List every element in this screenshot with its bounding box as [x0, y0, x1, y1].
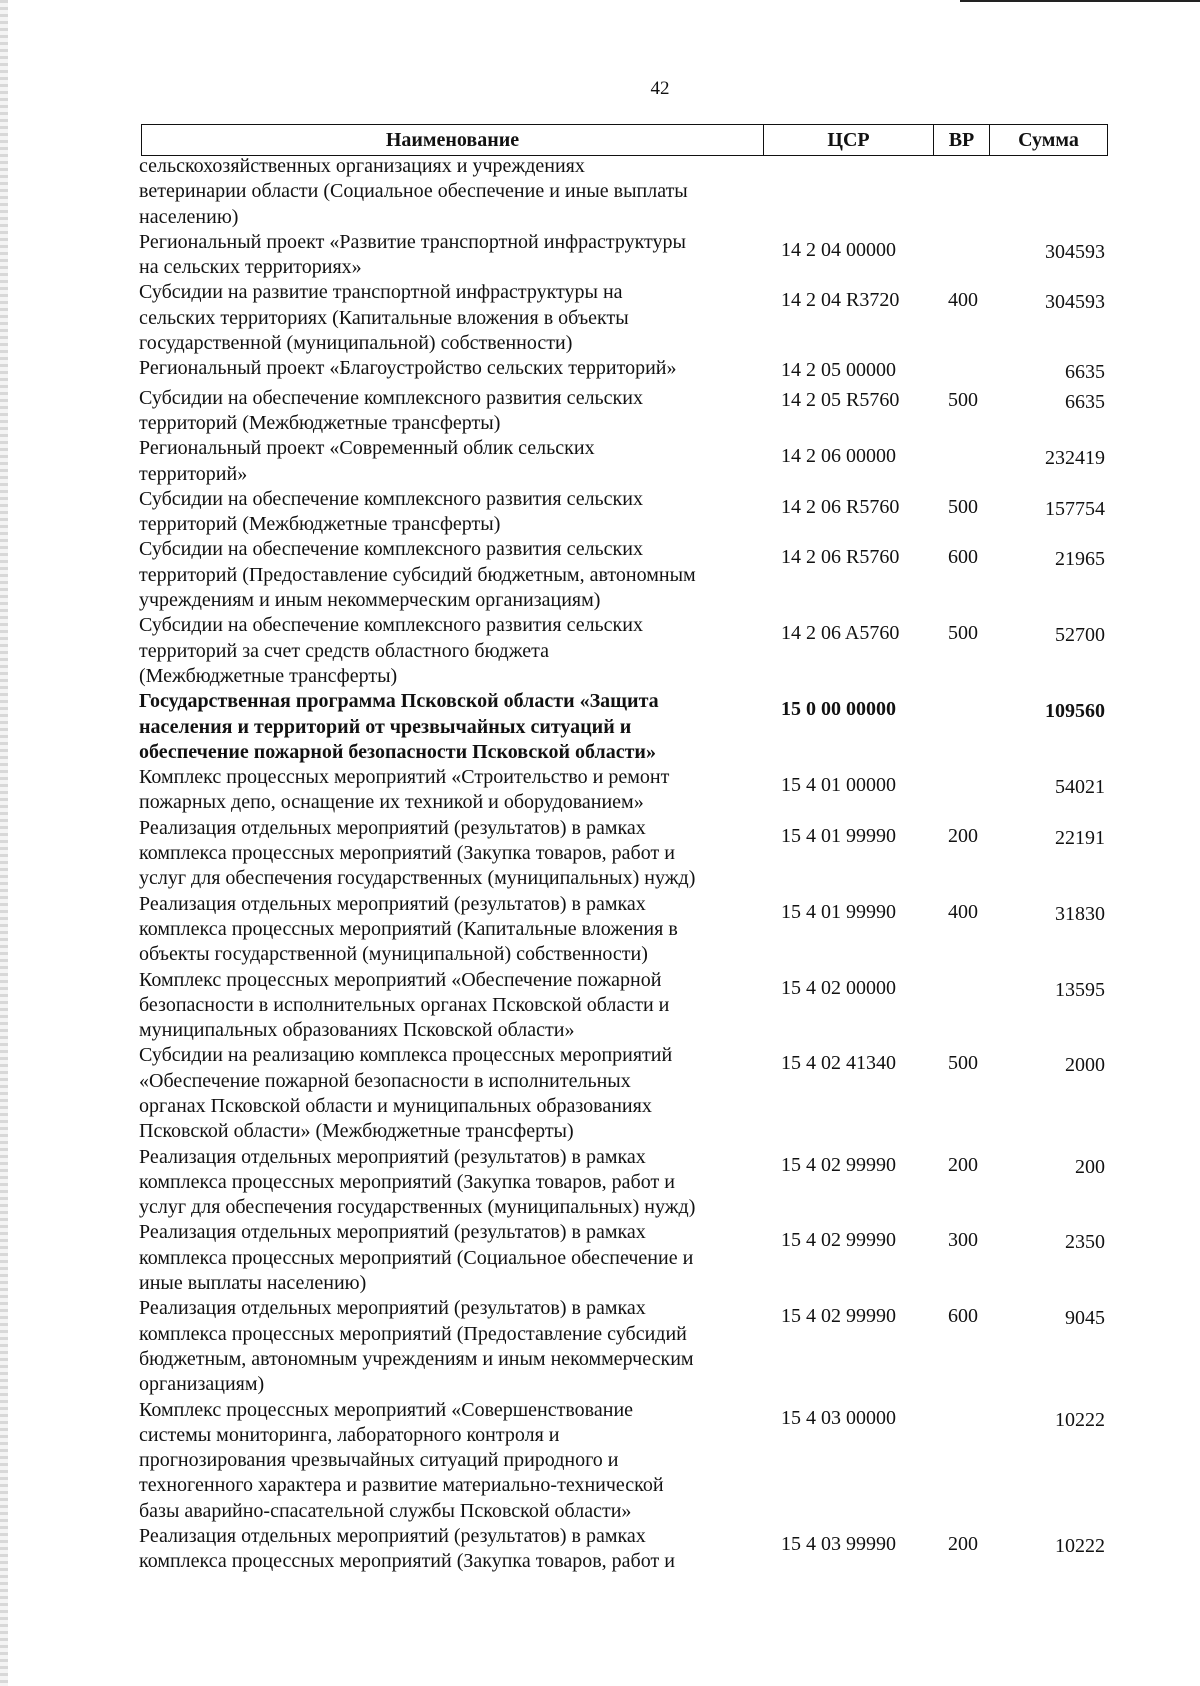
page-number: 42: [650, 78, 670, 99]
table-row: [139, 154, 1107, 230]
row-csr: 15 4 02 41340: [781, 1052, 896, 1075]
row-vr: [934, 154, 992, 230]
row-vr: [934, 1398, 992, 1524]
table-row: [139, 1398, 1107, 1524]
row-csr: 14 2 05 R5760: [781, 388, 900, 411]
table-row: [139, 689, 1107, 765]
row-csr: 15 4 02 99990: [781, 1229, 896, 1252]
table-row: [139, 280, 1107, 356]
row-vr: [934, 765, 992, 816]
table-row: [139, 487, 1107, 538]
row-name: Государственная программа Псковской области «Защита населения и территорий от чрезвычайных ситуаций и обеспечение пожарной безопасности Псковской области»: [139, 690, 659, 763]
row-name: Субсидии на реализацию комплекса процессных мероприятий «Обеспечение пожарной безопасности в исполнительных органах Псковской области и муниципальных образованиях Псковской области» (Межбюджетные трансферты): [139, 1044, 673, 1143]
row-sum: 109560: [1045, 700, 1105, 723]
row-vr: [934, 436, 992, 487]
row-csr: 14 2 06 R5760: [781, 495, 900, 518]
row-csr: 14 2 06 A5760: [781, 622, 900, 645]
row-vr: [934, 968, 992, 1044]
row-name: Комплекс процессных мероприятий «Совершенствование системы мониторинга, лабораторного контроля и прогнозирования чрезвычайных ситуаций природного и техногенного характера и развитие материально-технической базы аварийно-спасательной службы Псковской области»: [139, 1398, 664, 1522]
table-row: [139, 765, 1107, 816]
row-csr: [769, 154, 934, 230]
row-name: Реализация отдельных мероприятий (результатов) в рамках комплекса процессных мероприятий (Социальное обеспечение и иные выплаты населению): [139, 1221, 694, 1295]
row-vr: [934, 356, 992, 385]
row-vr: [934, 689, 992, 765]
row-csr: 15 4 01 99990: [781, 824, 896, 847]
row-vr: 400: [948, 900, 978, 923]
row-sum: 31830: [1055, 902, 1105, 925]
row-sum: 232419: [1045, 447, 1105, 470]
row-csr: 15 4 03 00000: [781, 1406, 896, 1429]
row-name: Субсидии на обеспечение комплексного развития сельских территорий (Предоставление субсидий бюджетным, автономным учреждениям и иным некоммерческим организациям): [139, 538, 696, 612]
table-row: [139, 356, 1107, 385]
row-csr: 14 2 06 R5760: [781, 546, 900, 569]
row-name: Реализация отдельных мероприятий (результатов) в рамках комплекса процессных мероприятий (Закупка товаров, работ и услуг для обеспечения государственных (муниципальных) нужд): [139, 1145, 696, 1219]
row-vr: 300: [948, 1229, 978, 1252]
row-vr: 200: [948, 824, 978, 847]
row-name: сельскохозяйственных организациях и учреждениях ветеринарии области (Социальное обеспечение и иные выплаты населению): [139, 155, 688, 228]
table-row: [139, 892, 1107, 968]
row-sum: 54021: [1055, 776, 1105, 799]
row-name: Реализация отдельных мероприятий (результатов) в рамках комплекса процессных мероприятий (Капитальные вложения в объекты государственной (муниципальной) собственности): [139, 892, 678, 966]
row-name: Региональный проект «Благоустройство сельских территорий»: [139, 357, 677, 380]
row-sum: 21965: [1055, 548, 1105, 571]
row-csr: 14 2 06 00000: [781, 445, 896, 468]
row-vr: [934, 230, 992, 281]
row-sum: 304593: [1045, 240, 1105, 263]
row-sum: [992, 154, 1107, 230]
row-csr: 15 4 01 99990: [781, 900, 896, 923]
row-vr: 500: [948, 495, 978, 518]
row-csr: 15 4 01 00000: [781, 774, 896, 797]
row-csr: 15 4 02 99990: [781, 1153, 896, 1176]
scan-edge: [0, 0, 8, 1686]
row-sum: 9045: [1065, 1307, 1105, 1330]
row-sum: 2350: [1065, 1231, 1105, 1254]
row-vr: 200: [948, 1533, 978, 1556]
table-header: [141, 124, 1108, 156]
row-sum: 157754: [1045, 497, 1105, 520]
row-name: Субсидии на обеспечение комплексного развития сельских территорий (Межбюджетные трансферты): [139, 487, 643, 536]
header-name: Наименование: [142, 125, 764, 155]
row-vr: 400: [948, 289, 978, 312]
row-sum: 6635: [1065, 361, 1105, 384]
row-name: Субсидии на обеспечение комплексного развития сельских территорий (Межбюджетные трансферты): [139, 386, 643, 434]
row-csr: 15 4 03 99990: [781, 1533, 896, 1556]
row-csr: 14 2 04 00000: [781, 238, 896, 261]
row-name: Субсидии на развитие транспортной инфраструктуры на сельских территориях (Капитальные вложения в объекты государственной (муниципальной) собственности): [139, 281, 629, 355]
table-row: [139, 613, 1107, 689]
row-name: Реализация отдельных мероприятий (результатов) в рамках комплекса процессных мероприятий (Предоставление субсидий бюджетным, автономным учреждениям и иным некоммерческим организациям): [139, 1297, 694, 1396]
table-row: [139, 1524, 1107, 1575]
table-row: [139, 386, 1107, 437]
table-row: [139, 436, 1107, 487]
table-row: [139, 1220, 1107, 1296]
table-body: [139, 154, 1107, 1575]
row-sum: 10222: [1055, 1408, 1105, 1431]
row-sum: 13595: [1055, 978, 1105, 1001]
row-name: Реализация отдельных мероприятий (результатов) в рамках комплекса процессных мероприятий (Закупка товаров, работ и услуг для обеспечения государственных (муниципальных) нужд): [139, 816, 696, 890]
row-name: Региональный проект «Современный облик сельских территорий»: [139, 437, 595, 485]
table-row: [139, 537, 1107, 613]
row-csr: 14 2 05 00000: [781, 359, 896, 382]
row-csr: 15 4 02 99990: [781, 1305, 896, 1328]
row-sum: 52700: [1055, 624, 1105, 647]
row-name: Региональный проект «Развитие транспортной инфраструктуры на сельских территориях»: [139, 230, 686, 279]
row-vr: 600: [948, 1305, 978, 1328]
row-sum: 22191: [1055, 826, 1105, 849]
row-vr: 200: [948, 1153, 978, 1176]
row-sum: 200: [1075, 1155, 1105, 1178]
row-csr: 15 4 02 00000: [781, 976, 896, 999]
row-name: Комплекс процессных мероприятий «Строительство и ремонт пожарных депо, оснащение их техникой и оборудованием»: [139, 766, 670, 814]
table-row: [139, 968, 1107, 1044]
row-name: Субсидии на обеспечение комплексного развития сельских территорий за счет средств областного бюджета (Межбюджетные трансферты): [139, 614, 643, 687]
top-rule: [960, 0, 1200, 2]
row-name: Комплекс процессных мероприятий «Обеспечение пожарной безопасности в исполнительных органах Псковской области и муниципальных образованиях Псковской области»: [139, 968, 670, 1042]
header-vr: ВР: [934, 125, 990, 155]
row-vr: 600: [948, 546, 978, 569]
table-row: [139, 230, 1107, 281]
table-row: [139, 816, 1107, 892]
table-row: [139, 1145, 1107, 1221]
row-sum: 304593: [1045, 291, 1105, 314]
row-sum: 10222: [1055, 1535, 1105, 1558]
row-csr: 14 2 04 R3720: [781, 289, 900, 312]
row-sum: 2000: [1065, 1054, 1105, 1077]
row-vr: 500: [948, 388, 978, 411]
row-vr: 500: [948, 622, 978, 645]
header-sum: Сумма: [1018, 128, 1079, 151]
row-vr: 500: [948, 1052, 978, 1075]
header-csr: ЦСР: [764, 125, 934, 155]
row-sum: 6635: [1065, 390, 1105, 413]
row-csr: 15 0 00 00000: [781, 698, 896, 721]
table-row: [139, 1296, 1107, 1397]
row-name: Реализация отдельных мероприятий (результатов) в рамках комплекса процессных мероприятий (Закупка товаров, работ и: [139, 1525, 675, 1573]
table-row: [139, 1043, 1107, 1144]
